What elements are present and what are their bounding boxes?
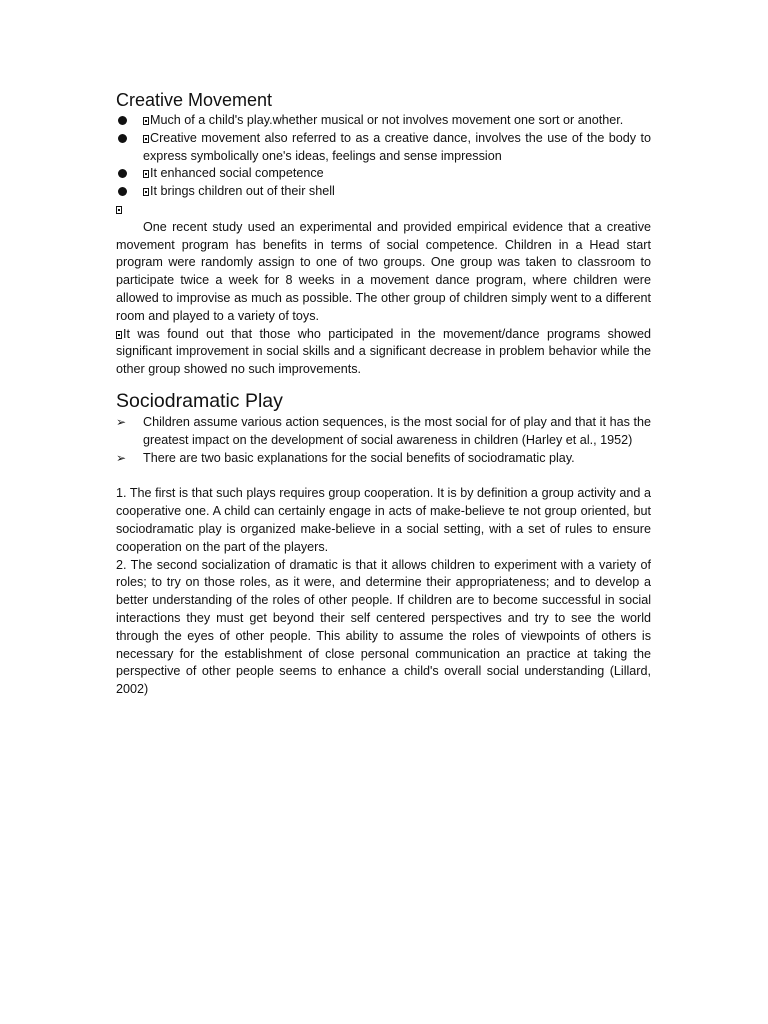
sociodramatic-arrow-list (116, 414, 651, 467)
creative-movement-bullet-list (116, 112, 651, 201)
document-page (116, 88, 651, 699)
arrowhead-icon: ➢ (116, 450, 127, 465)
bullet-dot-icon (118, 169, 127, 178)
bullet-item (116, 112, 651, 130)
missing-glyph-icon (116, 331, 122, 339)
bullet-item (116, 183, 651, 201)
missing-glyph-icon (143, 188, 149, 196)
arrow-item-text: Children assume various action sequences, is the most social for of play and that it has the greatest impact on the development of social awareness in children (Harley et al., 1952) (143, 414, 651, 447)
first-explanation-paragraph: 1. The first is that such plays requires group cooperation. It is by definition a group activity and a cooperative one. A child can certainly engage in acts of make-believe te not group oriented, but sociodramatic play is organized make-believe in a social setting, with a set of rules to ensure cooperation on the part of the players. (116, 486, 651, 554)
section-heading-creative-movement: Creative Movement (116, 90, 273, 110)
bullet-dot-icon (118, 134, 127, 143)
bullet-item (116, 165, 651, 183)
arrow-item-text: There are two basic explanations for the social benefits of sociodramatic play. (143, 450, 575, 465)
findings-paragraph (116, 326, 651, 379)
stray-glyph-line (116, 201, 651, 219)
missing-glyph-icon (143, 135, 149, 143)
missing-glyph-icon (116, 206, 122, 214)
bullet-text: It enhanced social competence (150, 166, 324, 181)
missing-glyph-icon (143, 170, 149, 178)
bullet-dot-icon (118, 187, 127, 196)
section-heading-sociodramatic-play: Sociodramatic Play (116, 389, 283, 412)
missing-glyph-icon (143, 117, 149, 125)
bullet-item (116, 130, 651, 166)
arrow-list-item (116, 414, 651, 450)
second-explanation-paragraph: 2. The second socialization of dramatic is that it allows children to experiment with a variety of roles; to try on those roles, as it were, and determine their appropriateness; and to develop a better understanding of the roles of other people. If children are to become successful in social interactions they must get beyond their self centered perspectives and try to see the world through the eyes of other people. This ability to assume the roles of viewpoints of others is necessary for the establishment of close personal communication an practice at taking the perspective of other people seems to enhance a child's overall social understanding (Lillard, 2002) (116, 557, 651, 697)
bullet-dot-icon (118, 116, 127, 125)
bullet-text: It brings children out of their shell (150, 184, 335, 199)
bullet-text: Creative movement also referred to as a creative dance, involves the use of the body to express symbolically one's ideas, feelings and sense impression (143, 130, 651, 163)
arrowhead-icon: ➢ (116, 414, 127, 429)
findings-text: It was found out that those who participated in the movement/dance programs showed significant improvement in social skills and a significant decrease in problem behavior while the other group showed no such improvements. (116, 326, 651, 377)
study-paragraph: One recent study used an experimental and provided empirical evidence that a creative movement program has benefits in terms of social competence. Children in a Head start program were randomly assign to one of two groups. One group was taken to classroom to participate twice a week for 8 weeks in a movement dance program, where children were allowed to improvise as much as possible. The other group of children simply went to a different room and played to a variety of toys. (116, 219, 651, 323)
bullet-text: Much of a child's play.whether musical or not involves movement one sort or another. (150, 113, 624, 127)
arrow-list-item (116, 450, 651, 468)
